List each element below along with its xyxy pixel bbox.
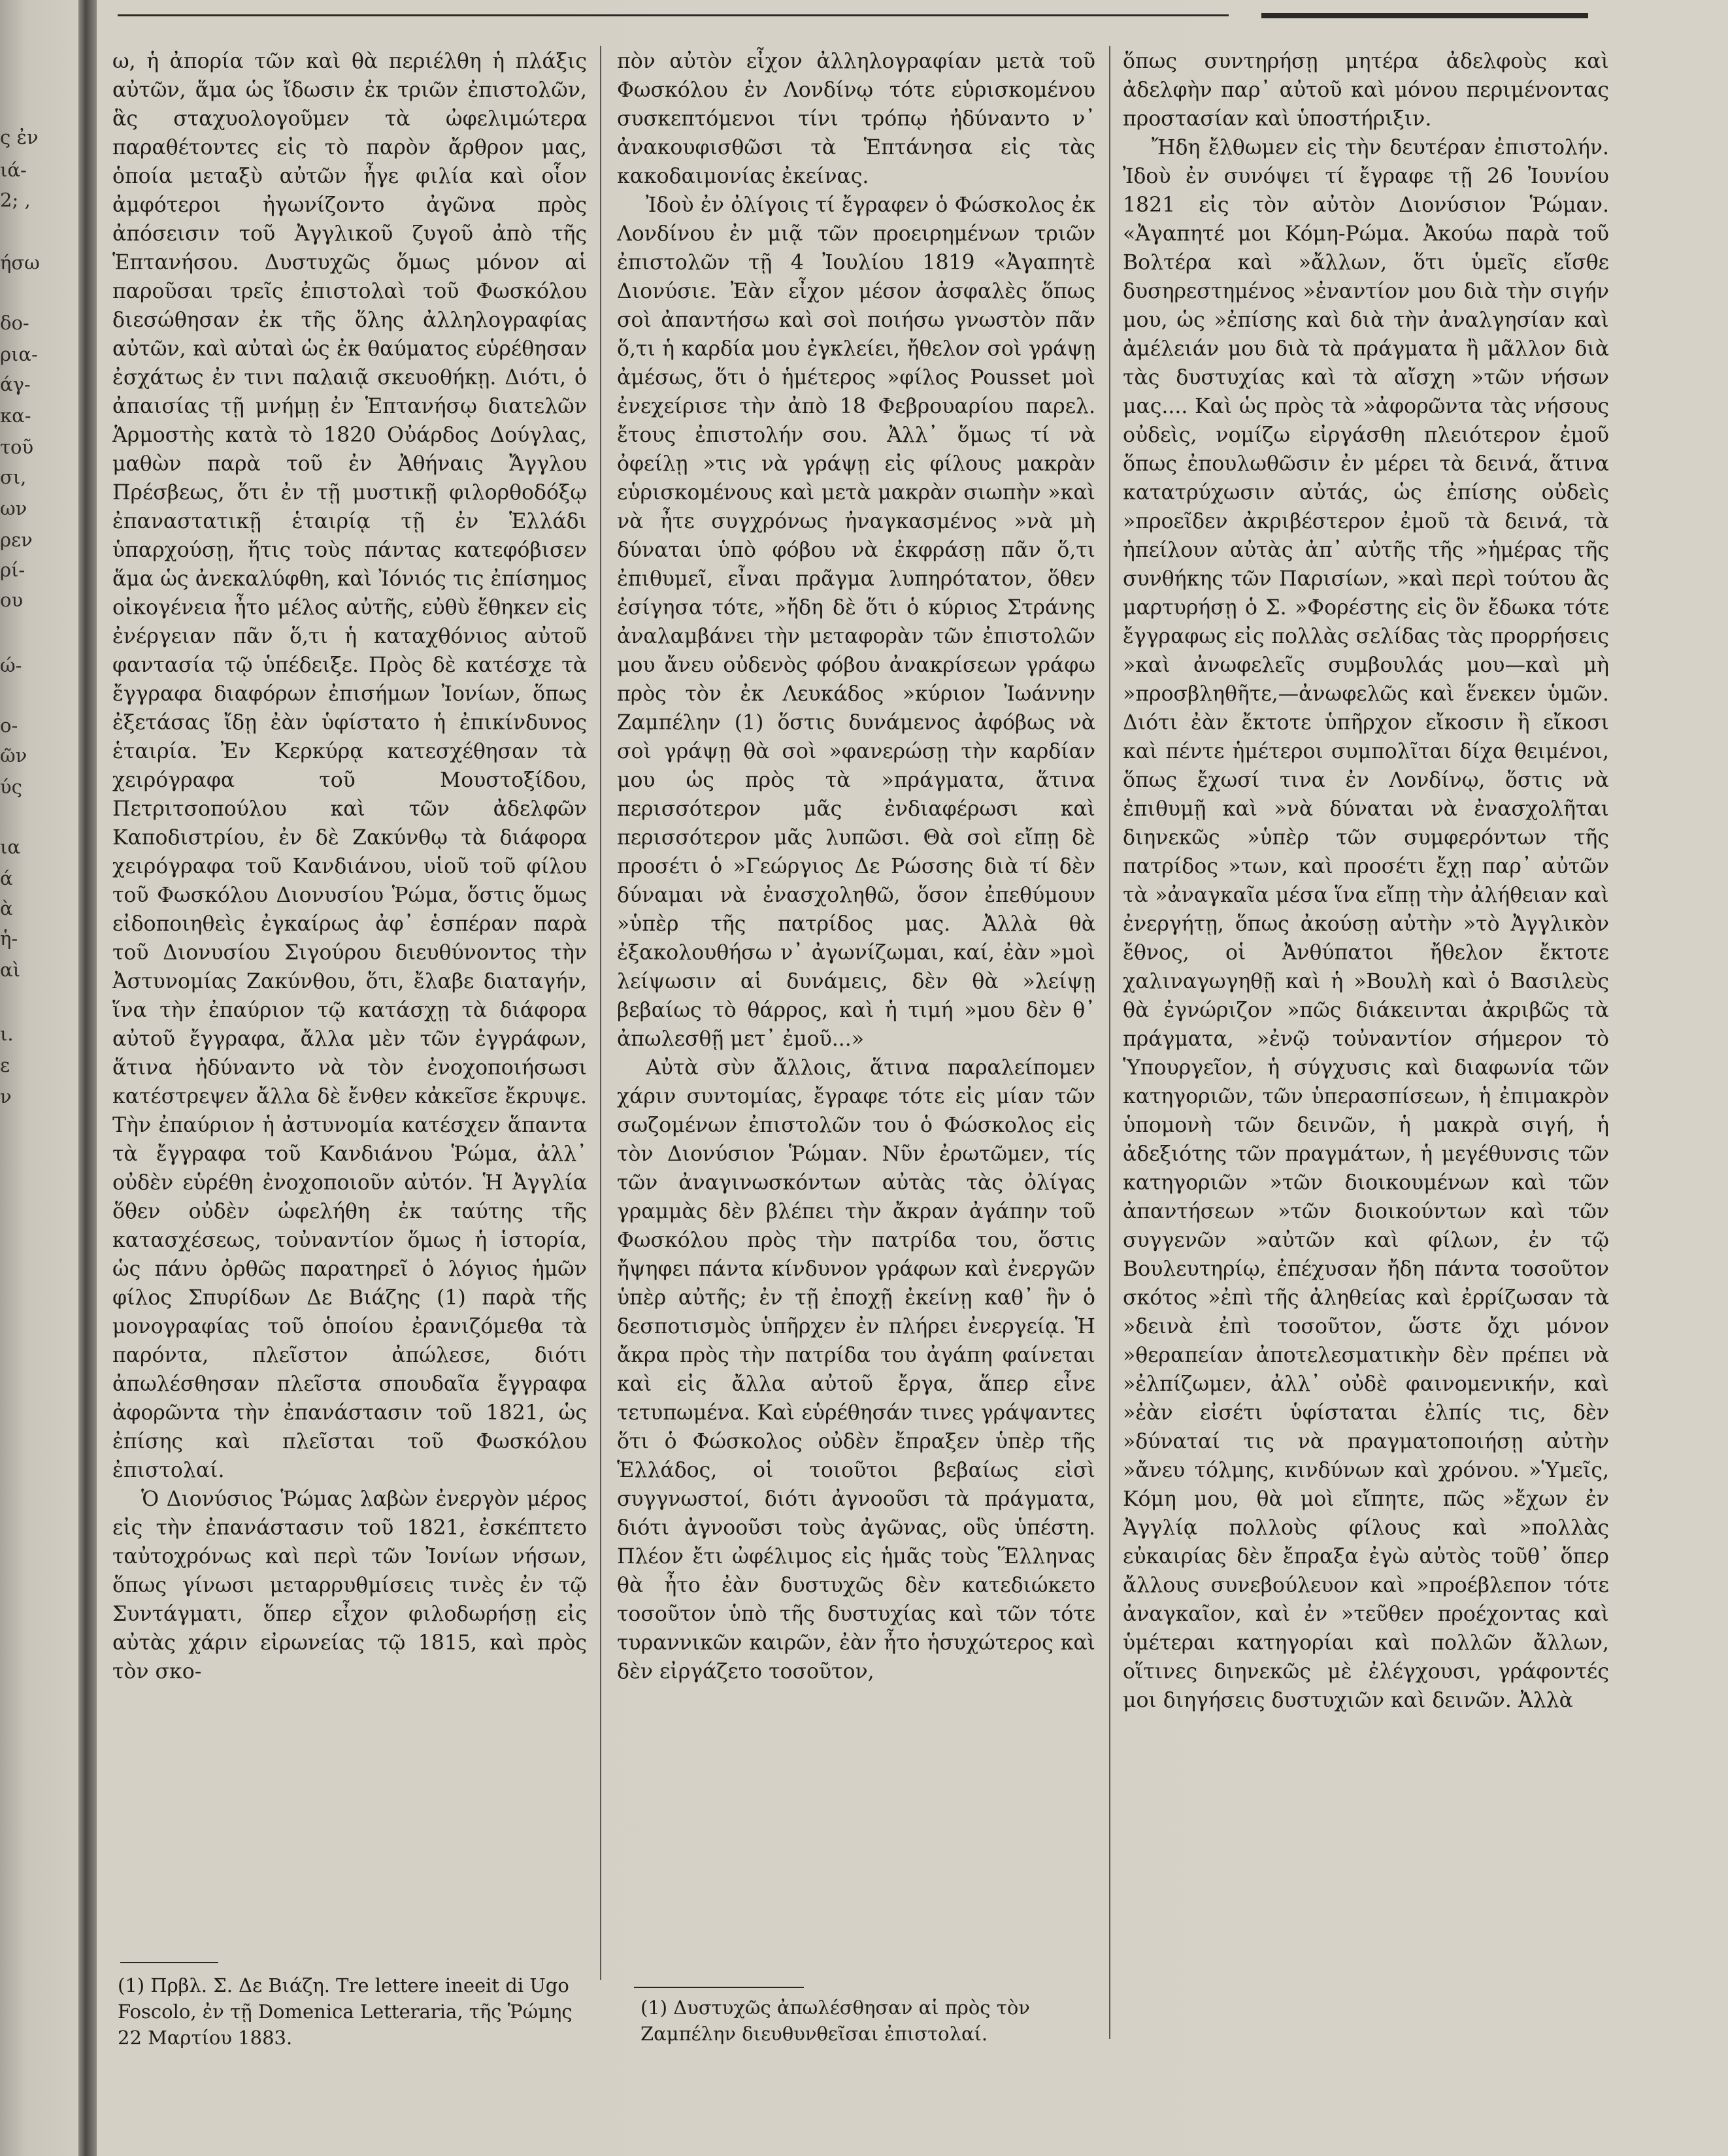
footnote: (1) Δυστυχῶς ἀπωλέσθησαν αἱ πρὸς τὸν Ζαμπέλην διευθυνθεῖσαι ἐπιστολαί. (640, 1997, 1030, 2045)
edge-text: ά (0, 867, 13, 889)
paragraph: Αὐτὰ σὺν ἄλλοις, ἅτινα παραλείπομεν χάριν συντομίας, ἔγραφε τότε εἰς μίαν τῶν σωζομένων ἐπιστολῶν του ὁ Φώσκολος εἰς τὸν Διονύσιον Ῥώμαν. Νῦν ἐρωτῶμεν, τίς τῶν ἀναγινωσκόντων αὐτὰς τὰς ὀλίγας γραμμὰς δὲν βλέπει τὴν ἄκραν ἀγάπην τοῦ Φωσκόλου πρὸς τὴν πατρίδα του, ὅστις ἤψηφει πάντα κίνδυνον γράφων καὶ ἐνεργῶν ὑπὲρ αὐτῆς; ἐν τῇ ἐποχῇ ἐκείνῃ καθ᾽ ἣν ὁ δεσποτισμὸς ὑπῆρχεν ἐν πλήρει ἐνεργείᾳ. Ἡ ἄκρα πρὸς τὴν πατρίδα του ἀγάπη φαίνεται καὶ εἰς ἄλλα αὐτοῦ ἔργα, ἅπερ εἶνε τετυπωμένα. Καὶ εὑρέθησάν τινες γράψαντες ὅτι ὁ Φώσκολος οὐδὲν ἔπραξεν ὑπὲρ τῆς Ἑλλάδος, οἱ τοιοῦτοι βεβαίως εἰσὶ συγγνωστοί, διότι ἀγνοοῦσι τὰ πράγματα, διότι ἀγνοοῦσι τοὺς ἀγῶνας, οὓς ὑπέστη. Πλέον ἔτι ὠφέλιμος εἰς ἡμᾶς τοὺς Ἕλληνας θὰ ἦτο ἐὰν δυστυχῶς δὲν κατεδιώκετο τοσοῦτον ὑπὸ τῆς δυστυχίας καὶ τῶν τότε τυραννικῶν καιρῶν, ἐὰν ἦτο ἡσυχώτερος καὶ δὲν εἰργάζετο τοσοῦτον, (617, 1056, 1095, 1683)
edge-text: σι, (0, 466, 27, 488)
edge-text: αὶ (0, 959, 20, 981)
edge-text: ια (0, 836, 20, 858)
column-divider (600, 46, 601, 1980)
edge-text: 2; , (0, 189, 31, 211)
edge-text: ι. (0, 1023, 14, 1045)
edge-text: τοῦ (0, 436, 34, 458)
edge-text: ς ἐν (0, 126, 39, 148)
binding-spine (78, 0, 97, 2156)
paragraph: Ἤδη ἔλθωμεν εἰς τὴν δευτέραν ἐπιστολήν. Ἰδοὺ ἐν συνόψει τί ἔγραφε τῇ 26 Ἰουνίου 1821 εἰς τὸν αὐτὸν Διονύσιον Ῥώμαν. «Ἀγαπητέ μοι Κόμη-Ρώμα. Ἀκούω παρὰ τοῦ Βολτέρα καὶ »ἄλλων, ὅτι ὑμεῖς εἴσθε δυσηρεστημένος »ἐναντίον μου διὰ τὴν σιγήν μου, ὡς »ἐπίσης καὶ διὰ τὴν ἀναλγησίαν καὶ ἀμέλειάν μου διὰ τὰ πράγματα ἢ μᾶλλον διὰ τὰς δυστυχίας καὶ τὰ αἴσχη »τῶν νήσων μας.... Καὶ ὡς πρὸς τὰ »ἀφορῶντα τὰς νήσους οὐδεὶς, νομίζω εἰργάσθη πλειότερον ἐμοῦ ὅπως ἐπουλωθῶσιν ἐν μέρει τὰ δεινά, ἅτινα κατατρύχωσιν αὐτάς, ὡς ἐπίσης οὐδεὶς »προεῖδεν ἀκριβέστερον ἐμοῦ τὰ δεινά, τὰ ἠπείλουν αὐτὰς ἀπ᾽ αὐτῆς τῆς »ἡμέρας τῆς συνθήκης τῶν Παρισίων, »καὶ περὶ τούτου ἂς μαρτυρήσῃ ὁ Σ. »Φορέστης εἰς ὃν ἔδωκα τότε ἔγγραφως εἰς πολλὰς σελίδας τὰς προρρήσεις »καὶ ἀνωφελεῖς συμβουλάς μου—καὶ μὴ »προσβληθῆτε,—ἀνωφελῶς καὶ ἕνεκεν ὑμῶν. Διότι ἐὰν ἔκτοτε ὑπῆρχον εἴκοσιν ἢ εἴκοσι καὶ πέντε ἡμέτεροι συμπολῖται δίχα θειμένοι, ὅπως ἔχωσί τινα ἐν Λονδίνῳ, ὅστις νὰ ἐπιθυμῇ καὶ »νὰ δύναται νὰ ἐνασχολῆται διηνεκῶς »ὑπὲρ τῶν συμφερόντων τῆς πατρίδος »των, καὶ προσέτι ἔχῃ παρ᾽ αὐτῶν τὰ »ἀναγκαῖα μέσα ἵνα εἴπῃ τὴν ἀλήθειαν καὶ ἐνεργήτῃ, ὅπως ἀκούσῃ αὐτὴν »τὸ Ἀγγλικὸν ἔθνος, οἱ Ἀνθύπατοι ἤθελον ἔκτοτε χαλιναγωγηθῇ καὶ ἡ »Βουλὴ καὶ ὁ Βασιλεὺς θὰ ἐγνώριζον »πῶς διάκεινται ἀκριβῶς τὰ πράγματα, »ἐνῷ τοὐναντίον σήμερον τὸ Ὑπουργεῖον, ἡ σύγχυσις καὶ διαφωνία τῶν κατηγοριῶν, τῶν ὑπερασπίσεων, ἡ ἐπιμακρὸν ὑπομονὴ τῶν δεινῶν, ἡ μακρὰ σιγή, ἡ ἀδεξιότης τῶν πραγμάτων, ἡ μεγέθυνσις τῶν κατηγοριῶν »τῶν διοικουμένων καὶ τῶν ἀπαντήσεων »τῶν διοικούντων καὶ τῶν συγγενῶν »αὐτῶν καὶ φίλων, ἐν τῷ Βουλευτηρίῳ, ἐπέχυσαν ἤδη πάντα τοσοῦτον σκότος »ἐπὶ τῆς ἀληθείας καὶ ἐρρίζωσαν τὰ »δεινὰ ἐπὶ τοσοῦτον, ὥστε ὄχι μόνον »θεραπείαν ἀποτελεσματικὴν δὲν πρέπει νὰ »ἐλπίζωμεν, ἀλλ᾽ οὐδὲ φαινομενικήν, καὶ »ἐὰν εἰσέτι ὑφίσταται ἐλπίς τις, δὲν »δύναταί τις νὰ πραγματοποιήσῃ αὐτὴν »ἄνευ τόλμης, κινδύνων καὶ χρόνου. »Ὑμεῖς, Κόμη μου, θὰ μοὶ εἴπητε, πῶς »ἔχων ἐν Ἀγγλίᾳ πολλοὺς φίλους καὶ »πολλὰς εὐκαιρίας δὲν ἔπραξα ἐγὼ αὐτὸς τοῦθ᾽ ὅπερ ἄλλους συνεβούλευον καὶ »προέβλεπον τότε ἀναγκαῖον, καὶ ἐν »τεῦθεν προέχοντας καὶ ὑμέτεραι κατηγορίαι καὶ πολλῶν ἄλλων, οἵτινες διηνεκῶς μὲ ἐλέγχουσι, γράφοντές μοι διηγήσεις δυστυχιῶν καὶ δεινῶν. Ἀλλὰ (1123, 136, 1609, 1712)
edge-text: ἡ- (0, 927, 18, 950)
paragraph: Ὁ Διονύσιος Ῥώμας λαβὼν ἐνεργὸν μέρος εἰς τὴν ἐπανάστασιν τοῦ 1821, ἐσκέπτετο ταὐτοχρόνως καὶ περὶ τῶν Ἰονίων νήσων, ὅπως γίνωσι μεταρρυθμίσεις τινὲς ἐν τῷ Συντάγματι, ὅπερ εἶχον φιλοδωρήσῃ εἰς αὐτὰς χάριν εἰρωνείας τῷ 1815, καὶ πρὸς τὸν σκο- (112, 1487, 587, 1683)
paragraph: ὅπως συντηρήσῃ μητέρα ἀδελφοὺς καὶ ἀδελφὴν παρ᾽ αὐτοῦ καὶ μόνου περιμένοντας προστασίαν καὶ ὑποστήριξιν. (1123, 50, 1609, 131)
article-column-2 (617, 47, 1095, 1686)
edge-text: ήσω (0, 252, 40, 274)
edge-text: ρεν (0, 529, 33, 551)
article-column-3 (1123, 47, 1609, 1715)
edge-text: ο- (0, 714, 18, 737)
edge-text: κα- (0, 405, 31, 427)
edge-text: ε (0, 1054, 10, 1076)
edge-text: άγ- (0, 373, 31, 395)
edge-text: ρια- (0, 343, 38, 365)
footnote-rule (120, 1962, 218, 1963)
top-rule (118, 14, 1229, 16)
edge-text: ύς (0, 776, 22, 798)
edge-text: ου (0, 589, 24, 611)
paragraph: Ἰδοὺ ἐν ὀλίγοις τί ἔγραφεν ὁ Φώσκολος ἐκ Λονδίνου ἐν μιᾷ τῶν προειρημένων τριῶν ἐπιστολῶν τῇ 4 Ἰουλίου 1819 «Ἀγαπητὲ Διονύσιε. Ἐὰν εἶχον μέσον ἀσφαλὲς ὅπως σοὶ ἀπαντήσω καὶ σοὶ ποιήσω γνωστὸν πᾶν ὅ,τι ἡ καρδία μου ἐγκλείει, ἤθελον σοὶ γράψῃ ἀμέσως, ὅτι ὁ ἡμέτερος »φίλος Pousset μοὶ ἐνεχείρισε τὴν ἀπὸ 18 Φεβρουαρίου παρελ. ἔτους ἐπιστολήν σου. Ἀλλ᾽ ὅμως τί νὰ ὀφείλῃ »τις νὰ γράψῃ εἰς φίλους μακρὰν εὑρισκομένους καὶ μετὰ μακρὰν σιωπὴν »καὶ νὰ ἦτε συγχρόνως ἠναγκασμένος »νὰ μὴ δύναται ὑπὸ φόβου νὰ ἐκφράσῃ πᾶν ὅ,τι ἐπιθυμεῖ, εἶναι πρᾶγμα λυπηρότατον, ὅθεν ἐσίγησα τότε, »ἤδη δὲ ὅτι ὁ κύριος Στράνης ἀναλαμβάνει τὴν μεταφορὰν τῶν ἐπιστολῶν μου ἄνευ οὐδενὸς φόβου ἀνακρίσεων γράφω πρὸς τὸν ἐκ Λευκάδος »κύριον Ἰωάννην Ζαμπέλην (1) ὅστις δυνάμενος ἀφόβως νὰ σοὶ γράψῃ θὰ σοὶ »φανερώσῃ τὴν καρδίαν μου ὡς πρὸς τὰ »πράγματα, ἅτινα περισσότερον μᾶς ἐνδιαφέρωσι καὶ περισσότερον μᾶς λυπῶσι. Θὰ σοὶ εἴπῃ δὲ προσέτι ὁ »Γεώργιος Δε Ρώσσης διὰ τί δὲν δύναμαι νὰ ἐνασχοληθῶ, ὅσον ἐπεθύμουν »ὑπὲρ τῆς πατρίδος μας. Ἀλλὰ θὰ ἐξακολουθήσω ν᾽ ἀγωνίζωμαι, καί, ἐὰν »μοὶ λείψωσιν αἱ δυνάμεις, δὲν θὰ »λείψῃ βεβαίως τὸ θάρρος, καὶ ἡ τιμή »μου δὲν θ᾽ ἀπωλεσθῇ μετ᾽ ἐμοῦ...» (617, 193, 1095, 1051)
previous-page-edge (0, 39, 72, 1150)
article-column-1 (112, 47, 587, 1686)
top-rule-thick (1261, 13, 1588, 18)
edge-text: ὰ (0, 897, 13, 920)
paragraph: πὸν αὐτὸν εἶχον ἀλληλογραφίαν μετὰ τοῦ Φωσκόλου ἐν Λονδίνῳ τότε εὑρισκομένου συσκεπτόμενοι τίνι τρόπῳ ἠδύναντο ν᾽ ἀνακουφισθῶσι τὰ Ἑπτάνησα εἰς τὰς κακοδαιμονίας ἐκείνας. (617, 50, 1095, 188)
edge-text: ῶν (0, 744, 27, 767)
edge-text: ων (0, 497, 27, 520)
column-divider (1109, 46, 1110, 2039)
edge-text: ν (0, 1086, 12, 1108)
footnote-rule (634, 1987, 804, 1988)
edge-text: ιά- (0, 159, 27, 181)
paragraph: ω, ἡ ἀπορία τῶν καὶ θὰ περιέλθη ἡ πλάξις αὐτῶν, ἅμα ὡς ἴδωσιν ἐκ τριῶν ἐπιστολῶν, ἃς σταχυολογοῦμεν τὰ ὠφελιμώτερα παραθέτοντες εἰς τὸ παρὸν ἄρθρον μας, ὁποία μεταξὺ αὐτῶν ἦγε φιλία καὶ οἷον ἀμφότεροι ἠγωνίζοντο ἀγῶνα πρὸς ἀπόσεισιν τοῦ Ἀγγλικοῦ ζυγοῦ ἀπὸ τῆς Ἑπτανήσου. Δυστυχῶς ὅμως μόνον αἱ παροῦσαι τρεῖς ἐπιστολαὶ τοῦ Φωσκόλου διεσώθησαν ἐκ τῆς ὅλης ἀλληλογραφίας αὐτῶν, καὶ αὐταὶ ὡς ἐκ θαύματος εὑρέθησαν ἐσχάτως ἐν τινι παλαιᾷ σκευοθήκῃ. Διότι, ὁ ἀπαισίας τῇ μνήμῃ ἐν Ἑπτανήσῳ διατελῶν Ἁρμοστὴς κατὰ τὸ 1820 Οὐάρδος Δούγλας, μαθὼν παρὰ τοῦ ἐν Ἀθήναις Ἄγγλου Πρέσβεως, ὅτι ἐν τῇ μυστικῇ φιλορθοδόξῳ ἐπαναστατικῇ ἑταιρίᾳ τῇ ἐν Ἑλλάδι ὑπαρχούσῃ, ἥτις τοὺς πάντας κατεφόβισεν ἅμα ὡς ἀνεκαλύφθη, καὶ Ἰόνιός τις ἐπίσημος οἰκογένεια ἦτο μέλος αὐτῆς, εὐθὺ ἔθηκεν εἰς ἐνέργειαν πᾶν ὅ,τι ἡ καταχθόνιος αὐτοῦ φαντασία τῷ ὑπέδειξε. Πρὸς δὲ κατέσχε τὰ ἔγγραφα διαφόρων ἐπισήμων Ἰονίων, ὅπως ἐξετάσας ἴδῃ ἐὰν ὑφίστατο ἡ ἐπικίνδυνος ἑταιρία. Ἐν Κερκύρᾳ κατεσχέθησαν τὰ χειρόγραφα τοῦ Μουστοξίδου, Πετριτσοπούλου καὶ τῶν ἀδελφῶν Καποδιστρίου, ἐν δὲ Ζακύνθῳ τὰ διάφορα χειρόγραφα τοῦ Κανδιάνου, υἱοῦ τοῦ φίλου τοῦ Φωσκόλου Διονυσίου Ῥώμα, ὅστις ὅμως εἰδοποιηθεὶς ἐγκαίρως ἀφ᾽ ἑσπέραν παρὰ τοῦ Διονυσίου Σιγούρου διευθύνοντος τὴν Ἀστυνομίας Ζακύνθου, ὅτι, ἔλαβε διαταγήν, ἵνα τὴν ἐπαύριον τῷ κατάσχῃ τὰ διάφορα αὐτοῦ ἔγγραφα, ἄλλα μὲν τῶν ἐγγράφων, ἅτινα ἠδύναντο νὰ τὸν ἐνοχοποιήσωσι κατέστρεψεν ἄλλα δὲ ἔνθεν κἀκεῖσε ἔκρυψε. Τὴν ἐπαύριον ἡ ἀστυνομία κατέσχεν ἅπαντα τὰ ἔγγραφα τοῦ Κανδιάνου Ῥώμα, ἀλλ᾽ οὐδὲν εὑρέθη ἐνοχοποιοῦν αὐτόν. Ἡ Ἀγγλία ὅθεν οὐδὲν ὠφελήθη ἐκ ταύτης τῆς κατασχέσεως, τοὐναντίον ὅμως ἡ ἱστορία, ὡς πάνυ ὀρθῶς παρατηρεῖ ὁ λόγιος ἡμῶν φίλος Σπυρίδων Δε Βιάζης (1) παρὰ τῆς μονογραφίας τοῦ ὁποίου ἐρανιζόμεθα τὰ παρόντα, πλεῖστον ἀπώλεσε, διότι ἀπωλέσθησαν πλεῖστα σπουδαῖα ἔγγραφα ἀφορῶντα τὴν ἐπανάστασιν τοῦ 1821, ὡς ἐπίσης καὶ πλεῖσται τοῦ Φωσκόλου ἐπιστολαί. (112, 50, 587, 1482)
edge-text: ρί- (0, 559, 25, 581)
footnote: (1) Πρβλ. Σ. Δε Βιάζη. Tre lettere ineeit di Ugo Foscolo, ἐν τῇ Domenica Letteraria, τῆς Ῥώμης 22 Μαρτίου 1883. (118, 1974, 573, 2049)
edge-text: δο- (0, 312, 29, 334)
edge-text: ώ- (0, 654, 22, 676)
